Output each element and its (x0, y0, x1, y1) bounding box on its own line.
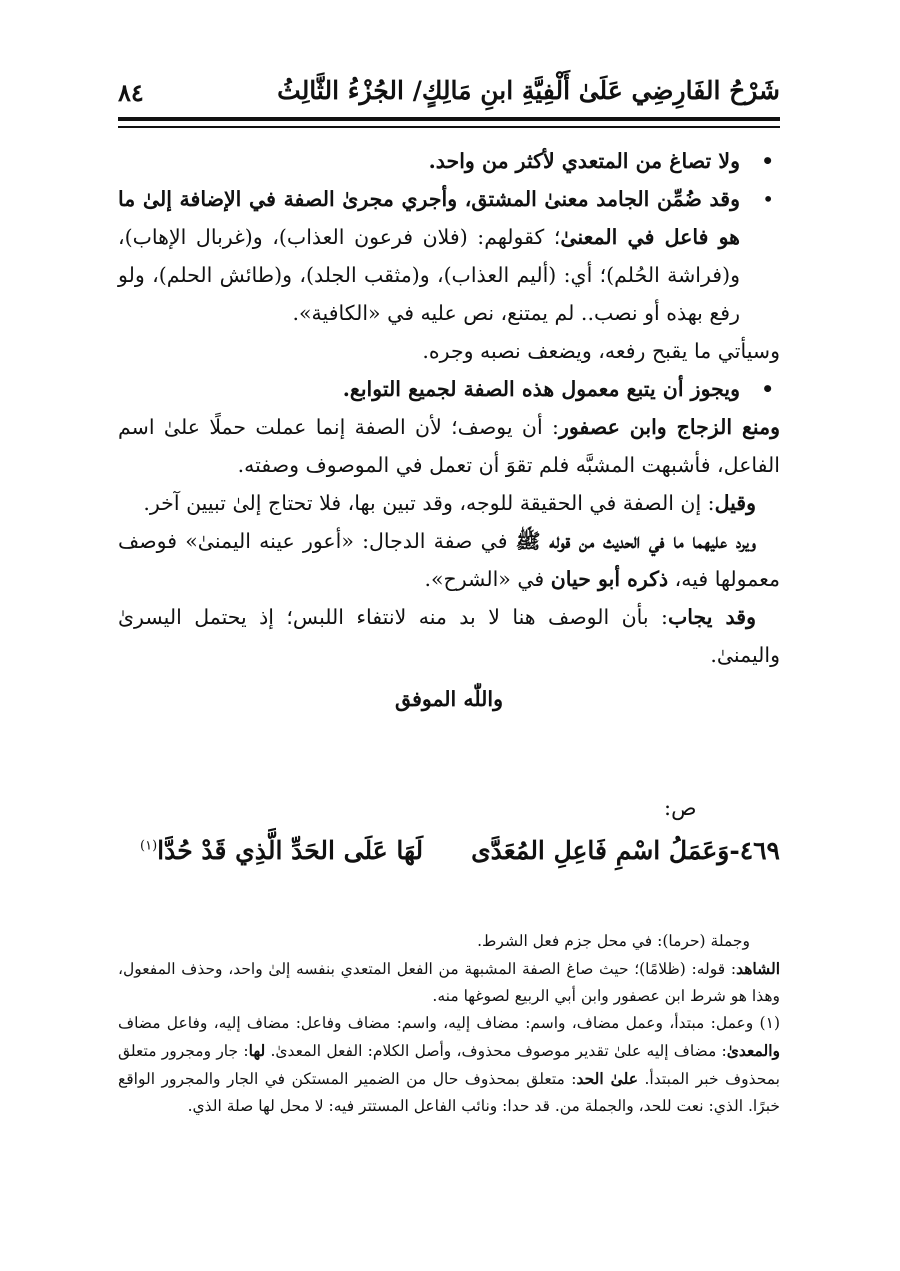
verse-line (140, 836, 780, 884)
bold-phrase: ذكره أبو حيان (550, 567, 669, 591)
closing-phrase: واللّٰه الموفق (394, 687, 504, 711)
paragraph (118, 522, 780, 598)
footnote-1 (118, 1010, 780, 1120)
text-run: : إن الصفة في الحقيقة للوجه، وقد تبين بها، فلا تحتاج إلىٰ تبيين آخر. (143, 491, 715, 515)
paragraph (118, 408, 780, 484)
running-title: شَرْحُ الفَارِضِي عَلَىٰ أَلْفِيَّةِ ابنِ مَالِكٍ/ الجُزْءُ الثَّالِثُ (277, 76, 780, 105)
bold-phrase: ومنع الزجاج وابن عصفور (558, 415, 780, 439)
verse-label: ص: (664, 796, 697, 820)
text-run: : بأن الوصف هنا لا بد منه لانتفاء اللبس؛ إذ يحتمل اليسرىٰ واليمنىٰ. (118, 605, 780, 667)
paragraph: وسيأتي ما يقبح رفعه، ويضعف نصبه وجره. (422, 339, 780, 363)
footnote-shahid (118, 955, 780, 1010)
header-rule-thin (118, 126, 780, 128)
bullet-list-1 (118, 142, 780, 332)
header-rule-thick (118, 117, 780, 121)
bold-phrase: وقد ضُمِّن الجامد معنىٰ المشتق، وأجري مجرىٰ الصفة في الإضافة إلىٰ ما هو فاعل في المعنىٰ (118, 187, 740, 249)
text-run: : متعلق بمحذوف حال من الضمير المستكن في الجار والمجرور الواقع خبرًا. الذي: نعت للحد، والجملة من. قد حدا: ونائب الفاعل المستتر فيه: لا محل لها صلة الذي. (118, 1070, 780, 1115)
bullet-item: • ولا تصاغ من المتعدي لأكثر من واحد. (118, 142, 780, 180)
bold-phrase: الشاهد (736, 959, 780, 978)
bold-phrase: وقيل (714, 491, 756, 515)
text-run: ؛ كقولهم: (فلان فرعون العذاب)، و(غربال الإهاب)، و(فراشة الحُلم)؛ أي: (أليم العذاب)، و(مثقب الجلد)، و(طائش الحلم)، ولو رفع بهذه أو نصب.. لم يمتنع، نص عليه في «الكافية». (118, 225, 740, 325)
footnote-number: (١) (759, 1014, 780, 1032)
text-run: : أن يوصف؛ لأن الصفة إنما عملت حملًا علىٰ اسم الفاعل، فأشبهت المشبَّه فلم تقوَ أن تعمل في الموصوف وصفته. (118, 415, 780, 477)
text-run: في صفة الدجال: «أعور عينه اليمنىٰ» فوصف معمولها فيه، (118, 529, 780, 591)
verse-text-second: لَهَا عَلَى الحَدِّ الَّذِي قَدْ حُدَّا (157, 836, 424, 865)
verse-first-half (471, 836, 780, 865)
bold-phrase: لها (248, 1041, 266, 1060)
verse-text-first: -وَعَمَلُ اسْمِ فَاعِلِ المُعَدَّى (471, 836, 740, 865)
verse-second-half (140, 836, 423, 865)
text-run: : قوله: (ظلامًا)؛ حيث صاغ الصفة المشبهة من الفعل المتعدي بنفسه إلىٰ واحد، وحذف المفعول، وهذا هو شرط ابن عصفور وابن أبي الربيع لصوغها منه. (118, 960, 780, 1005)
bullet-item: • ويجوز أن يتبع معمول هذه الصفة لجميع التوابع. (118, 370, 780, 408)
page-number: ٨٤ (118, 78, 144, 107)
verse-number: ٤٦٩ (739, 836, 780, 865)
bold-phrase: ويرد عليهما ما في الحديث من قوله ﷺ (515, 529, 756, 553)
bold-phrase: وقد يجاب (667, 605, 756, 629)
main-text (118, 142, 780, 718)
text-run: في «الشرح». (424, 567, 551, 591)
page-header (118, 72, 780, 112)
paragraph (118, 484, 780, 522)
text-run: : مضاف إليه علىٰ تقدير موصوف محذوف، وأصل الكلام: الفعل المعدىٰ. (270, 1042, 727, 1060)
footnote-line: وجملة (حرما): في محل جزم فعل الشرط. (477, 932, 750, 950)
footnote-reference: (١) (140, 838, 158, 854)
text-run: : جار ومجرور متعلق بمحذوف خبر المبتدأ. (118, 1042, 780, 1088)
bullet-item (118, 180, 780, 332)
bold-phrase: علىٰ الحد (576, 1069, 638, 1088)
bold-phrase: والمعدىٰ (726, 1041, 781, 1060)
footnotes (118, 928, 780, 1120)
bullet-list-2 (118, 370, 780, 408)
text-run: وعمل: مبتدأ، وعمل مضاف، واسم: مضاف إليه، واسم: مضاف وفاعل: مضاف إليه، وفاعل مضاف (118, 1014, 754, 1032)
paragraph (118, 598, 780, 674)
